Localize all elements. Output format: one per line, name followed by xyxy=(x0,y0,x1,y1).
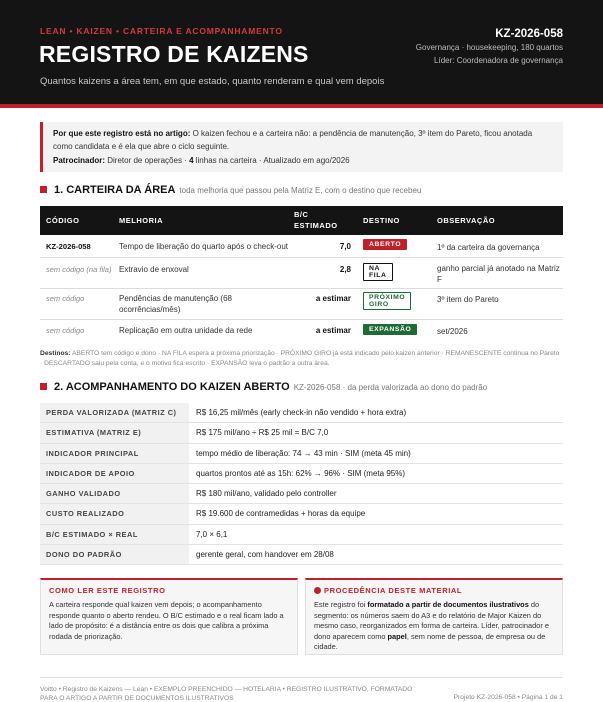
page-subtitle: Quantos kaizens a área tem, em que estado, quanto renderam e qual vem depois xyxy=(40,76,385,87)
followup-table xyxy=(40,403,563,565)
project-code: KZ-2026-058 xyxy=(495,28,563,40)
box-text: A carteira responde qual kaizen vem depois; o acompanhamento responde quanto o aberto rendeu. O B/C estimado e o real ficam lado a lado de propósito: é a distância entre os dois que calibra a próxima rodada de priorização. xyxy=(49,600,284,641)
kv-row: GANHO VALIDADO R$ 180 mil/ano, validado pelo controller xyxy=(40,484,563,504)
col-bc-l2: ESTIMADO xyxy=(294,221,338,230)
header-kicker: LEAN • KAIZEN • CARTEIRA E ACOMPANHAMENTO xyxy=(40,26,283,36)
section-portfolio-heading: 1. CARTEIRA DA ÁREA toda melhoria que passou pela Matriz E, com o destino que recebeu xyxy=(40,184,421,196)
box-title: PROCEDÊNCIA DESTE MATERIAL xyxy=(314,586,554,595)
status-badge: NA FILA xyxy=(363,263,393,281)
kv-row: CUSTO REALIZADO R$ 19.600 de contramedidas + horas da equipe xyxy=(40,504,563,524)
provenance-box xyxy=(305,578,563,655)
section-note: toda melhoria que passou pela Matriz E, com o destino que recebeu xyxy=(179,186,422,195)
article-callout xyxy=(40,122,563,172)
page-number: Projeto KZ-2026-058 • Página 1 de 1 xyxy=(453,694,563,701)
page-header xyxy=(0,0,603,104)
kv-row: INDICADOR PRINCIPAL tempo médio de liberação: 74 → 43 min · SIM (meta 45 min) xyxy=(40,444,563,464)
callout-sponsor: Patrocinador: Diretor de operações · 4 linhas na carteira · Atualizado em ago/2026 xyxy=(53,156,350,165)
status-badge: PRÓXIMO GIRO xyxy=(363,292,411,310)
destinations-legend: Destinos: ABERTO tem código e dono · NA FILA espera a próxima priorização · PRÓXIMO GIRO já está indicado pelo kaizen anterior · REMANESCENTE continua no Pareto · DESCARTADO saiu pela conta, e o motivo fica escrito · EXPANSÃO leva o padrão a outra área. xyxy=(40,350,560,367)
section-followup-heading: 2. ACOMPANHAMENTO DO KAIZEN ABERTO KZ-2026-058 · da perda valorizada ao dono do padrão xyxy=(40,381,487,393)
table-row: KZ-2026-058 Tempo de liberação do quarto após o check-out 7,0 ABERTO 1º da carteira da governança xyxy=(40,235,563,258)
status-badge: EXPANSÃO xyxy=(363,324,417,335)
kv-row: B/C ESTIMADO × REAL 7,0 × 6,1 xyxy=(40,525,563,545)
table-header-row xyxy=(40,206,563,235)
table-row: sem código Replicação em outra unidade da rede a estimar EXPANSÃO set/2026 xyxy=(46,326,468,336)
portfolio-table xyxy=(40,206,563,343)
col-code: CÓDIGO xyxy=(46,216,80,225)
col-bc-l1: B/C xyxy=(294,210,309,219)
section-note: KZ-2026-058 · da perda valorizada ao dono do padrão xyxy=(293,383,488,392)
page-title: REGISTRO DE KAIZENS xyxy=(39,41,309,67)
kv-row: ESTIMATIVA (MATRIZ E) R$ 175 mil/ano ÷ R$ 25 mil = B/C 7,0 xyxy=(40,423,563,443)
table-row: sem código Pendências de manutenção (68 ocorrências/mês) a estimar PRÓXIMO GIRO 3º item do Pareto xyxy=(40,289,563,320)
col-observation: OBSERVAÇÃO xyxy=(437,216,496,225)
footer-text: Voitto • Registro de Kaizens — Lean • EXEMPLO PREENCHIDO — HOTELARIA • REGISTRO ILUSTRATIVO, FORMATADO PARA O ARTIGO A PARTIR DE DOCUMENTOS ILUSTRATIVOS xyxy=(40,686,413,702)
col-destination: DESTINO xyxy=(363,216,400,225)
kv-row: DONO DO PADRÃO gerente geral, com handover em 28/08 xyxy=(40,545,563,565)
callout-question: Por que este registro está no artigo: O kaizen fechou e a carteira não: a pendência de manutenção, 3º item do Pareto, ficou anotada como candidata e é ela que abre o ciclo seguinte. xyxy=(53,129,533,151)
how-to-read-box xyxy=(40,578,298,655)
box-text: Este registro foi formatado a partir de documentos ilustrativos do segmento: os números saem do A3 e do relatório de Major Kaizen do mesmo caso, reorganizados em forma de carteira. Líder, patrocinador e dono aparecem como papel, sem nome de pessoa, de empresa ou de cidade. xyxy=(314,600,549,651)
header-leader: Líder: Coordenadora de governança xyxy=(434,56,563,65)
section-marker xyxy=(40,383,47,390)
footer-divider xyxy=(40,677,563,678)
kv-row: PERDA VALORIZADA (MATRIZ C) R$ 16,25 mil/mês (early check-in não vendido + hora extra) xyxy=(40,403,563,423)
header-area: Governança · housekeeping, 180 quartos xyxy=(415,43,563,52)
status-badge: ABERTO xyxy=(363,239,407,250)
header-accent-bar xyxy=(0,104,603,108)
col-improvement: MELHORIA xyxy=(119,216,163,225)
table-row: sem código (na fila) Extravio de enxoval 2,8 NA FILA ganho parcial já anotado na Matriz F xyxy=(40,258,563,289)
section-marker xyxy=(40,186,47,193)
box-title: COMO LER ESTE REGISTRO xyxy=(49,586,166,595)
kv-row: INDICADOR DE APOIO quartos prontos até as 15h: 62% → 96% · SIM (meta 95%) xyxy=(40,464,563,484)
record-dot-icon xyxy=(314,587,321,594)
